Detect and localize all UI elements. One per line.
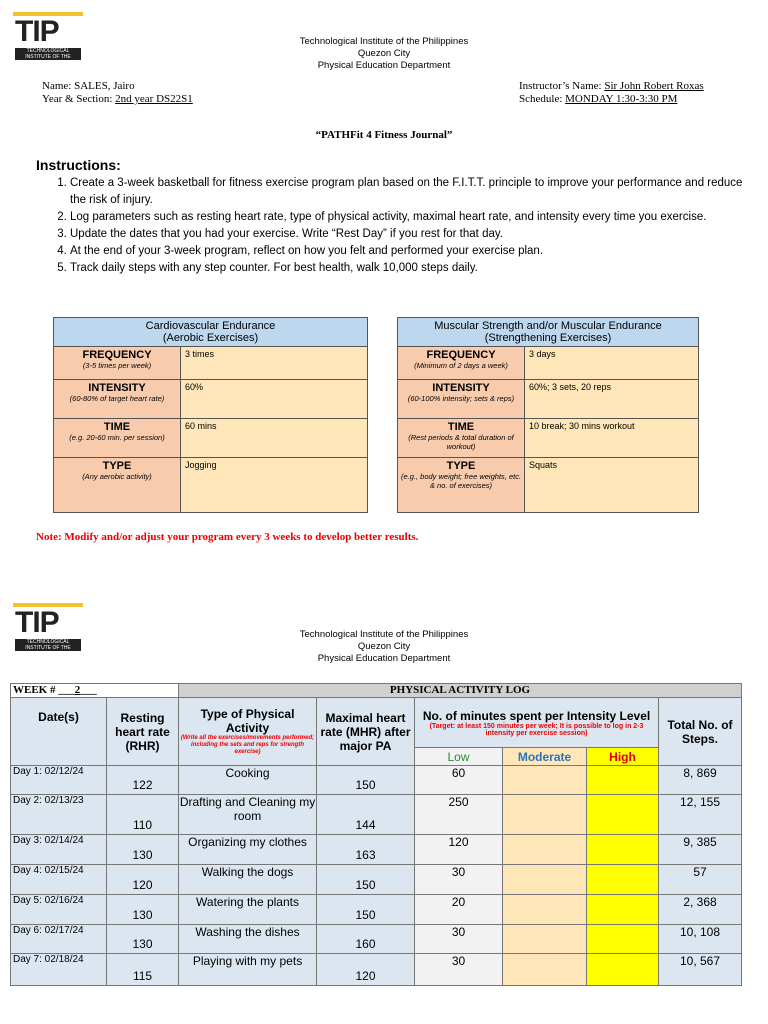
cardio-frequency-value: 3 times bbox=[181, 347, 368, 380]
col-minutes-header: No. of minutes spent per Intensity Level (Target: at least 150 minutes per week; It is possible to log in 2-3 intensity per exercise session) bbox=[415, 698, 659, 748]
log-mhr-cell: 160 bbox=[317, 925, 415, 954]
instructions-list bbox=[36, 175, 760, 277]
col-high-header: High bbox=[587, 748, 659, 766]
strength-frequency-value: 3 days bbox=[525, 347, 699, 380]
log-high-cell bbox=[587, 835, 659, 865]
department-name: Physical Education Department bbox=[317, 60, 451, 71]
log-low-cell: 250 bbox=[415, 795, 503, 835]
table-row bbox=[11, 766, 742, 795]
schedule: MONDAY 1:30-3:30 PM bbox=[565, 93, 678, 105]
log-low-cell: 20 bbox=[415, 895, 503, 925]
tip-logo: TIP TECHNOLOGICAL INSTITUTE OF THE PHILIPPINES bbox=[13, 603, 83, 655]
table-row bbox=[11, 835, 742, 865]
log-mhr-cell: 120 bbox=[317, 954, 415, 986]
col-steps-header: Total No. of Steps. bbox=[659, 698, 742, 766]
tip-logo: TIP TECHNOLOGICAL INSTITUTE OF THE PHILIPPINES bbox=[13, 12, 83, 64]
instruction-item: 4. At the end of your 3-week program, reflect on how you felt and performed your exercise plan. bbox=[70, 243, 760, 260]
cardio-type-label: TYPE (Any aerobic activity) bbox=[54, 458, 181, 513]
log-mhr-cell: 150 bbox=[317, 766, 415, 795]
strength-intensity-value: 60%; 3 sets, 20 reps bbox=[525, 380, 699, 419]
week-number: WEEK # ___2___ bbox=[11, 684, 179, 698]
instruction-item: 1. Create a 3-week basketball for fitness exercise program plan based on the F.I.T.T. principle to improve your performance and reduce the risk of injury. bbox=[70, 175, 760, 209]
log-moderate-cell bbox=[503, 925, 587, 954]
institute-city: Quezon City bbox=[357, 48, 411, 59]
department-name: Physical Education Department bbox=[317, 653, 451, 664]
log-date-cell: Day 5: 02/16/24 bbox=[11, 895, 107, 925]
table-row bbox=[11, 865, 742, 895]
log-steps-cell: 2, 368 bbox=[659, 895, 742, 925]
log-moderate-cell bbox=[503, 835, 587, 865]
cardio-fitt-table bbox=[53, 317, 368, 513]
log-steps-cell: 57 bbox=[659, 865, 742, 895]
log-title: PHYSICAL ACTIVITY LOG bbox=[179, 684, 742, 698]
strength-fitt-table bbox=[397, 317, 699, 513]
institute-name: Technological Institute of the Philippines bbox=[299, 629, 469, 640]
log-activity-cell: Organizing my clothes bbox=[179, 835, 317, 865]
journal-title: “PATHFit 4 Fitness Journal” bbox=[315, 129, 453, 141]
schedule-line: Schedule: MONDAY 1:30-3:30 PM bbox=[519, 93, 678, 105]
log-high-cell bbox=[587, 865, 659, 895]
log-steps-cell: 10, 108 bbox=[659, 925, 742, 954]
table-row bbox=[11, 954, 742, 986]
log-date-cell: Day 1: 02/12/24 bbox=[11, 766, 107, 795]
log-rhr-cell: 130 bbox=[107, 835, 179, 865]
log-moderate-cell bbox=[503, 865, 587, 895]
log-steps-cell: 10, 567 bbox=[659, 954, 742, 986]
table-row bbox=[11, 795, 742, 835]
strength-frequency-label: FREQUENCY (Minimum of 2 days a week) bbox=[398, 347, 525, 380]
log-rhr-cell: 130 bbox=[107, 895, 179, 925]
strength-time-value: 10 break; 30 mins workout bbox=[525, 419, 699, 458]
institute-header bbox=[0, 36, 768, 72]
log-low-cell: 30 bbox=[415, 865, 503, 895]
instructor-line: Instructor’s Name: Sir John Robert Roxas bbox=[519, 80, 704, 92]
strength-table-title: Muscular Strength and/or Muscular Endurance (Strengthening Exercises) bbox=[398, 318, 699, 347]
col-rhr-header: Resting heart rate (RHR) bbox=[107, 698, 179, 766]
strength-type-value: Squats bbox=[525, 458, 699, 513]
cardio-frequency-label: FREQUENCY (3-5 times per week) bbox=[54, 347, 181, 380]
log-low-cell: 30 bbox=[415, 954, 503, 986]
log-activity-cell: Walking the dogs bbox=[179, 865, 317, 895]
log-high-cell bbox=[587, 766, 659, 795]
log-low-cell: 120 bbox=[415, 835, 503, 865]
log-steps-cell: 8, 869 bbox=[659, 766, 742, 795]
log-activity-cell: Washing the dishes bbox=[179, 925, 317, 954]
log-activity-cell: Playing with my pets bbox=[179, 954, 317, 986]
instruction-item: 2. Log parameters such as resting heart rate, type of physical activity, maximal heart rate, and intensity every time you exercise. bbox=[70, 209, 760, 226]
log-activity-cell: Cooking bbox=[179, 766, 317, 795]
log-low-cell: 30 bbox=[415, 925, 503, 954]
log-steps-cell: 9, 385 bbox=[659, 835, 742, 865]
cardio-time-label: TIME (e.g. 20-60 min. per session) bbox=[54, 419, 181, 458]
instructions-heading: Instructions: bbox=[36, 157, 121, 173]
log-date-cell: Day 2: 02/13/23 bbox=[11, 795, 107, 835]
log-high-cell bbox=[587, 954, 659, 986]
log-rhr-cell: 115 bbox=[107, 954, 179, 986]
institute-name: Technological Institute of the Philippines bbox=[299, 36, 469, 47]
cardio-table-title: Cardiovascular Endurance (Aerobic Exercises) bbox=[54, 318, 368, 347]
physical-activity-log bbox=[10, 683, 742, 986]
table-row bbox=[11, 895, 742, 925]
year-section-line: Year & Section: 2nd year DS22S1 bbox=[42, 93, 193, 105]
log-high-cell bbox=[587, 795, 659, 835]
instruction-item: 3. Update the dates that you had your exercise. Write “Rest Day” if you rest for that day. bbox=[70, 226, 760, 243]
log-rhr-cell: 122 bbox=[107, 766, 179, 795]
log-date-cell: Day 6: 02/17/24 bbox=[11, 925, 107, 954]
institute-city: Quezon City bbox=[357, 641, 411, 652]
col-type-header: Type of Physical Activity (Write all the exercises/movements performed; including the sets and reps for strength exercise) bbox=[179, 698, 317, 766]
log-mhr-cell: 163 bbox=[317, 835, 415, 865]
student-name: SALES, Jairo bbox=[74, 80, 135, 92]
instruction-item: 5. Track daily steps with any step counter. For best health, walk 10,000 steps daily. bbox=[70, 260, 760, 277]
log-mhr-cell: 144 bbox=[317, 795, 415, 835]
log-date-cell: Day 7: 02/18/24 bbox=[11, 954, 107, 986]
col-date-header: Date(s) bbox=[11, 698, 107, 766]
log-high-cell bbox=[587, 925, 659, 954]
col-moderate-header: Moderate bbox=[503, 748, 587, 766]
log-moderate-cell bbox=[503, 795, 587, 835]
log-moderate-cell bbox=[503, 895, 587, 925]
institute-header bbox=[0, 629, 768, 665]
instructor-name: Sir John Robert Roxas bbox=[604, 80, 704, 92]
log-mhr-cell: 150 bbox=[317, 865, 415, 895]
log-rhr-cell: 120 bbox=[107, 865, 179, 895]
program-note: Note: Modify and/or adjust your program every 3 weeks to develop better results. bbox=[36, 531, 419, 543]
cardio-intensity-label: INTENSITY (60-80% of target heart rate) bbox=[54, 380, 181, 419]
log-activity-cell: Drafting and Cleaning my room bbox=[179, 795, 317, 835]
log-low-cell: 60 bbox=[415, 766, 503, 795]
strength-time-label: TIME (Rest periods & total duration of workout) bbox=[398, 419, 525, 458]
col-low-header: Low bbox=[415, 748, 503, 766]
log-mhr-cell: 150 bbox=[317, 895, 415, 925]
cardio-type-value: Jogging bbox=[181, 458, 368, 513]
log-high-cell bbox=[587, 895, 659, 925]
col-mhr-header: Maximal heart rate (MHR) after major PA bbox=[317, 698, 415, 766]
table-row bbox=[11, 925, 742, 954]
cardio-time-value: 60 mins bbox=[181, 419, 368, 458]
log-rhr-cell: 110 bbox=[107, 795, 179, 835]
log-date-cell: Day 4: 02/15/24 bbox=[11, 865, 107, 895]
log-rhr-cell: 130 bbox=[107, 925, 179, 954]
strength-type-label: TYPE (e.g., body weight; free weights, etc. & no. of exercises) bbox=[398, 458, 525, 513]
log-date-cell: Day 3: 02/14/24 bbox=[11, 835, 107, 865]
cardio-intensity-value: 60% bbox=[181, 380, 368, 419]
strength-intensity-label: INTENSITY (60-100% intensity; sets & reps) bbox=[398, 380, 525, 419]
log-moderate-cell bbox=[503, 766, 587, 795]
student-name-line: Name: SALES, Jairo bbox=[42, 80, 135, 92]
year-section: 2nd year DS22S1 bbox=[115, 93, 193, 105]
log-steps-cell: 12, 155 bbox=[659, 795, 742, 835]
log-moderate-cell bbox=[503, 954, 587, 986]
log-activity-cell: Watering the plants bbox=[179, 895, 317, 925]
